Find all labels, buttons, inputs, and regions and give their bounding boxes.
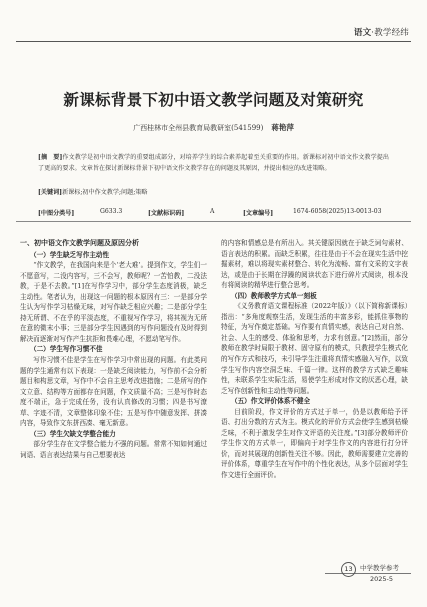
subsection-heading: （四）教师教学方式单一刻板: [231, 291, 317, 300]
journal-name: 中学教学参考: [360, 564, 399, 572]
section-tag: [354, 26, 409, 38]
affiliation: 广西桂林市全州县教育局教研室(541599): [133, 124, 264, 132]
header-rule: [16, 41, 411, 42]
keywords-label: [关键词]: [38, 189, 63, 196]
subsection-heading: （二）学生写作习惯不佳: [30, 345, 103, 354]
id-label: [文章编号]: [243, 210, 274, 217]
paragraph: 写作习惯不佳是学生在写作学习中常出现的问题。有此类问题的学生通常有以下表现：一是缺乏阅读能力，写作前不会分析题目和构思文章，写作中不会自主思考改进措施；二是所写的作文立意、结构等方面都存在问题，作文质量不高；三是写作时态度不端正，急于完成任务，没有认真修改的习惯；四是书写潦草、字迹不清，文章整体印象不佳；五是写作中随意发挥、拼凑内容，导致作文东拼西凑、毫无新意。: [20, 356, 207, 428]
clc-value: G633.3: [100, 208, 123, 215]
issue-date: 2025-5: [370, 575, 394, 583]
paragraph: “作文教学，在我国向来是个‘老大难’。提到作文，学生们一不愿意写，二没内容写，三不会写，教师呢？一苦怕教，二没法教，于是不去教。”[1]在写作学习中，部分学生态度消极，缺乏主动性。笔者认为，出现这一问题的根本原因有三：一是部分学生认为写作学习枯燥无味，对写作缺乏相应兴趣；二是部分学生持无所谓、不在乎的平淡态度，不重视写作学习，将其视为无所在意的微末小事；三是部分学生因遇到的写作问题没有及时得到解决而逐渐对写作产生抗拒和畏难心理，不愿动笔写作。: [20, 261, 207, 343]
section-tag-bold: 语文: [353, 28, 372, 38]
column-right: [221, 238, 408, 481]
author-line: [0, 122, 427, 133]
abstract-text: 作文教学是初中语文教学的重要组成部分，对培养学生的综合素养起着至关重要的作用。新课标对初中语文作文教学提出了更高的要求。文章旨在探讨新课标背景下初中语文作文教学存在的问题及其原因，并提出相应的改进策略。: [38, 154, 389, 172]
abstract: [38, 153, 389, 174]
doc-label: [文献标识码]: [148, 210, 185, 217]
subsection-heading: （三）学生欠缺文学整合能力: [30, 429, 116, 438]
abstract-label: [摘 要]: [38, 154, 63, 161]
paragraph: 目前阶段，作文评价的方式过于单一，仍是以教师给予评语、打出分数的方式为主。模式化的评价方式会使学生感到枯燥乏味，不利于激发学生对作文评语的关注度。”[3]部分教师评价学生作文的方式单一，即偏向于对学生作文的内容进行打分评价，而对其展现的创新性关注不够。因此，教师需要建立完善的评价体系，尊重学生在写作中的个性化表达，从多个层面对学生作文进行全面评价。: [221, 407, 408, 480]
paragraph: 《义务教育语文课程标准（2022年版）》（以下简称新课标）指出：“多角度观察生活，发现生活的丰富多彩，能抓住事物的特征，为写作奠定基础。写作要有真情实感，表达自己对自然、社会、人生的感受、体验和思考，力求有创意。”[2]然而，部分教师在教学时局限于教材、固守原有的模式，只教授学生模式化的写作方式和技巧，未引导学生注重将真情实感融入写作，以致学生写作内容空洞乏味、千篇一律。这样的教学方式缺乏趣味性，未联系学生实际生活，易使学生形成对作文的厌恶心理，缺乏写作创新性和主动性等问题。: [221, 302, 408, 395]
section-tag-rest: ·教学经纬: [371, 28, 409, 38]
keywords-text: 新课标;初中作文教学;问题;策略: [62, 189, 148, 196]
subsection-heading: （一）学生缺乏写作主动性: [30, 250, 110, 259]
section-heading: 一、初中语文作文教学问题及原因分析: [20, 239, 139, 247]
clc-label: [中图分类号]: [38, 210, 75, 217]
column-left: [20, 238, 207, 460]
paragraph: 部分学生存在文学整合能力不强的问题。常常不知如何通过词语、语言表达结果与自己想要表达: [20, 440, 207, 459]
paragraph: 的内容和情感总是有所出入。其关键原因就在于缺乏词句素材、语言表达的积累。而缺乏积累，往往是由于不会在现实生活中挖掘素材，难以将现实素材整合、转化为流畅、富有文采的文字表达，或是由于长期在浮躁的阅读状态下进行碎片式阅读，根本没有将阅读的精华进行整合思考。: [221, 239, 408, 290]
keywords: [38, 188, 389, 199]
doc-value: A: [210, 208, 215, 215]
subsection-heading: （五）作文评价体系不健全: [231, 397, 311, 406]
id-value: 1674-6058(2025)13-0013-03: [293, 208, 382, 215]
footer-rule: [325, 573, 411, 574]
article-title: 新课标背景下初中语文教学问题及对策研究: [63, 91, 364, 109]
abstract-rule: [16, 221, 411, 222]
author-name: 蒋艳萍: [271, 123, 294, 132]
page-number: 13: [341, 562, 356, 577]
